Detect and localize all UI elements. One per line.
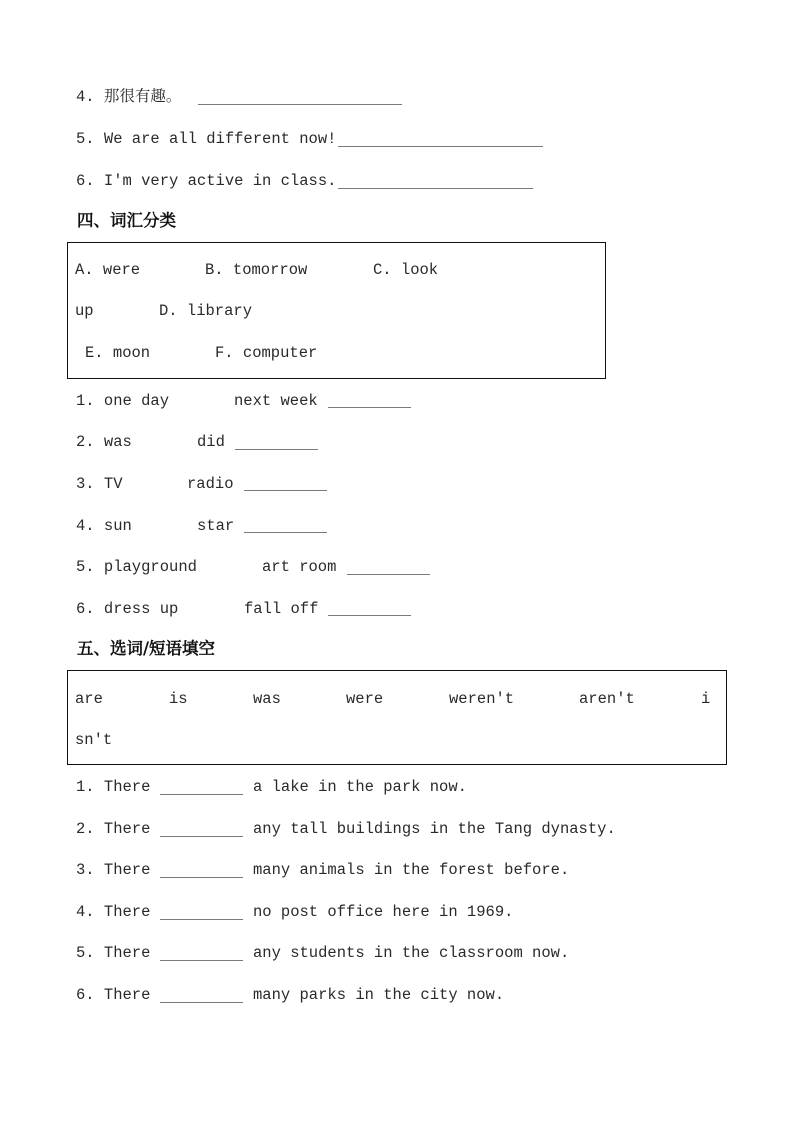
option-a: A. were bbox=[75, 261, 141, 279]
answer-blank[interactable] bbox=[338, 146, 543, 147]
item-prefix: 6. There bbox=[76, 986, 151, 1004]
answer-blank[interactable] bbox=[328, 615, 411, 616]
option-e: E. moon bbox=[85, 344, 151, 362]
item-suffix: any students in the classroom now. bbox=[253, 944, 570, 962]
section-heading: 四、词汇分类 bbox=[77, 211, 176, 230]
option-b: B. tomorrow bbox=[205, 261, 308, 279]
answer-blank[interactable] bbox=[160, 877, 243, 878]
item-text: 5. We are all different now! bbox=[76, 130, 337, 148]
item-suffix: many parks in the city now. bbox=[253, 986, 505, 1004]
item-suffix: many animals in the forest before. bbox=[253, 861, 570, 879]
item-second-word: did bbox=[197, 433, 225, 451]
answer-blank[interactable] bbox=[347, 574, 430, 575]
word-bank-box bbox=[67, 670, 727, 765]
word-bank-item: aren't bbox=[579, 690, 635, 708]
option-f: F. computer bbox=[215, 344, 318, 362]
item-first-word: 2. was bbox=[76, 433, 132, 451]
answer-blank[interactable] bbox=[338, 188, 533, 189]
item-prefix: 5. There bbox=[76, 944, 151, 962]
item-prefix: 2. There bbox=[76, 820, 151, 838]
item-first-word: 4. sun bbox=[76, 517, 132, 535]
word-bank-item: i bbox=[701, 690, 711, 708]
answer-blank[interactable] bbox=[244, 490, 327, 491]
word-bank-item: is bbox=[169, 690, 188, 708]
item-prefix: 4. There bbox=[76, 903, 151, 921]
answer-blank[interactable] bbox=[198, 104, 402, 105]
item-suffix: any tall buildings in the Tang dynasty. bbox=[253, 820, 616, 838]
word-bank-item: are bbox=[75, 690, 103, 708]
answer-blank[interactable] bbox=[160, 1002, 243, 1003]
item-text: 6. I'm very active in class. bbox=[76, 172, 337, 190]
item-second-word: art room bbox=[262, 558, 337, 576]
item-second-word: next week bbox=[234, 392, 318, 410]
answer-blank[interactable] bbox=[160, 960, 243, 961]
item-first-word: 5. playground bbox=[76, 558, 197, 576]
item-second-word: fall off bbox=[244, 600, 319, 618]
item-first-word: 6. dress up bbox=[76, 600, 179, 618]
answer-blank[interactable] bbox=[160, 836, 243, 837]
item-prefix: 1. There bbox=[76, 778, 151, 796]
answer-blank[interactable] bbox=[160, 794, 243, 795]
section-heading: 五、选词/短语填空 bbox=[77, 639, 216, 658]
word-bank-item: was bbox=[253, 690, 281, 708]
option-c: C. look bbox=[373, 261, 439, 279]
item-suffix: a lake in the park now. bbox=[253, 778, 467, 796]
word-options-box bbox=[67, 242, 606, 379]
item-text: 4. 那很有趣。 bbox=[76, 88, 182, 106]
item-prefix: 3. There bbox=[76, 861, 151, 879]
word-bank-item-wrap: sn't bbox=[75, 731, 113, 749]
option-c-continued: up bbox=[75, 302, 94, 320]
item-second-word: star bbox=[197, 517, 235, 535]
item-second-word: radio bbox=[187, 475, 234, 493]
answer-blank[interactable] bbox=[235, 449, 318, 450]
item-first-word: 3. TV bbox=[76, 475, 123, 493]
item-suffix: no post office here in 1969. bbox=[253, 903, 514, 921]
word-bank-item: weren't bbox=[449, 690, 515, 708]
word-bank-item: were bbox=[346, 690, 384, 708]
option-d: D. library bbox=[159, 302, 253, 320]
item-first-word: 1. one day bbox=[76, 392, 170, 410]
answer-blank[interactable] bbox=[244, 532, 327, 533]
answer-blank[interactable] bbox=[160, 919, 243, 920]
answer-blank[interactable] bbox=[328, 407, 411, 408]
